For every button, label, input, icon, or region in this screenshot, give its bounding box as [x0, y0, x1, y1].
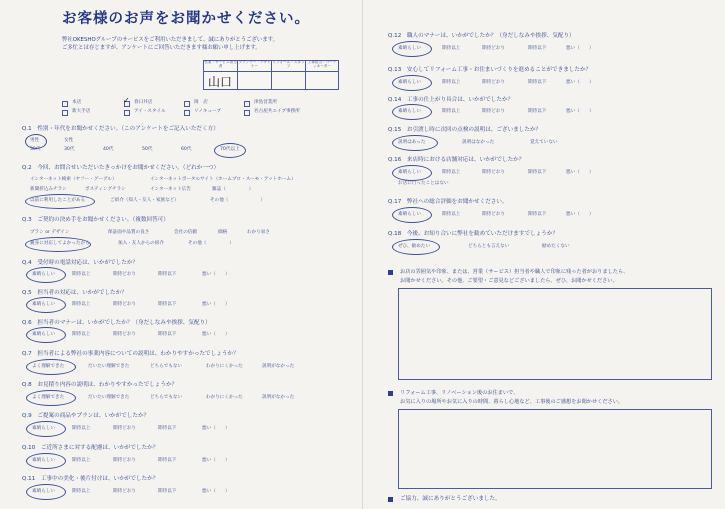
- q14-answer-circle: [392, 104, 432, 120]
- q2-option[interactable]: 以前に利用したことがある: [30, 198, 86, 203]
- q4-option[interactable]: 期待どおり: [113, 272, 136, 277]
- q2-option[interactable]: インターネット検索（ヤフー・グーグル）: [30, 177, 117, 182]
- q8-option[interactable]: よく理解できた: [32, 395, 65, 400]
- q5-option[interactable]: 期待以下: [158, 302, 177, 307]
- q2-option[interactable]: インターネット広告: [150, 187, 191, 192]
- q11-option[interactable]: 悪い（ ）: [202, 489, 230, 494]
- staff-handwritten-name: 山口: [208, 75, 233, 89]
- q14-option[interactable]: 期待以上: [442, 109, 461, 114]
- q16-option[interactable]: お店に行ったことはない: [398, 181, 449, 186]
- survey-title: お客様のお声をお聞かせください。: [62, 11, 310, 27]
- q12-option[interactable]: 期待以下: [528, 46, 547, 51]
- q1-label: Q.1 性別・年代をお聞かせください。（このアンケートをご記入いただく方）: [22, 126, 219, 132]
- branch-checkbox[interactable]: [124, 110, 130, 116]
- q3-option[interactable]: 会社の信頼: [174, 230, 197, 235]
- branch-checkbox[interactable]: [184, 110, 190, 116]
- q5-answer-circle: [26, 297, 66, 313]
- q16-option[interactable]: 期待以上: [442, 170, 461, 175]
- q3-option[interactable]: 親身に対応してよかったから: [30, 241, 90, 246]
- q15-option[interactable]: 説明はあった: [398, 140, 426, 145]
- q1-option[interactable]: 男性: [30, 138, 40, 143]
- q12-option[interactable]: 素晴らしい: [398, 46, 421, 51]
- q7-option[interactable]: わかりにくかった: [206, 364, 243, 369]
- q10-option[interactable]: 期待どおり: [113, 458, 136, 463]
- q3-option[interactable]: わかり易さ: [247, 230, 270, 235]
- staff-label-reform: リフォーム・スタッフ: [272, 61, 306, 71]
- q5-option[interactable]: 期待以上: [72, 302, 91, 307]
- q6-option[interactable]: 期待どおり: [113, 332, 136, 337]
- q3-option[interactable]: 保証面や品質の良さ: [108, 230, 150, 235]
- branch-label: 新大手店: [72, 109, 91, 114]
- q10-option[interactable]: 悪い（ ）: [202, 458, 230, 463]
- q15-option[interactable]: 覚えていない: [530, 140, 558, 145]
- q7-option[interactable]: よく理解できた: [32, 364, 65, 369]
- q15-label: Q.15 お引渡し時に次回の点検の説明は、ございましたか？: [388, 127, 542, 133]
- q11-option[interactable]: 期待以下: [158, 489, 177, 494]
- q9-option[interactable]: 期待どおり: [113, 426, 136, 431]
- comment1-prompt-2: お聞かせください。その他、ご要望・ご意見などございましたら、ぜひ、お聞かせください。: [400, 278, 618, 284]
- q17-answer-circle: [392, 207, 432, 223]
- q9-option[interactable]: 期待以下: [158, 426, 177, 431]
- comment2-prompt-1: リフォーム工事、リノベーション後のお住まいで、: [400, 390, 519, 396]
- q14-option[interactable]: 素晴らしい: [398, 109, 421, 114]
- q4-option[interactable]: 素晴らしい: [32, 272, 55, 277]
- intro-line-1: 弊社OKESHOグループのサービスをご利用いただきまして、誠にありがとうございます。: [62, 37, 278, 43]
- branch-checkbox[interactable]: [184, 101, 190, 107]
- staff-label-coordinator: 工事担当・コーディネーター: [307, 60, 337, 68]
- q16-label: Q.16 来店時における店舗対応は、いかがでしたか？: [388, 157, 525, 163]
- q3-answer-circle: [25, 237, 91, 252]
- q10-option[interactable]: 期待以上: [72, 458, 91, 463]
- q2-option[interactable]: ご紹介（知人・友人・家族など）: [110, 198, 179, 203]
- q18-label: Q.18 今後、お知り合いに弊社を勧めていただけますでしょうか？: [388, 231, 559, 237]
- q6-option[interactable]: 期待以下: [158, 332, 177, 337]
- q1-option[interactable]: 30代: [64, 147, 75, 152]
- q14-option[interactable]: 悪い（ ）: [566, 109, 594, 114]
- q1-option[interactable]: 50代: [142, 147, 153, 152]
- q2-option[interactable]: インターネットポータルサイト（ホームプロ・スーモ・アットホーム）: [150, 177, 296, 182]
- branch-label: 名古屋共エイブ事務所: [254, 109, 300, 114]
- branch-label: 春日井店: [134, 100, 153, 105]
- q10-answer-circle: [26, 453, 66, 469]
- q8-option[interactable]: 説明がなかった: [262, 395, 295, 400]
- q13-option[interactable]: 期待以上: [442, 80, 461, 85]
- staff-label-sales: 営業・サービス担当者: [204, 61, 238, 71]
- q15-option[interactable]: 説明はなかった: [462, 140, 495, 145]
- q4-option[interactable]: 期待以下: [158, 272, 177, 277]
- q12-label: Q.12 職人のマナーは、いかがでしたか？（身だしなみや挨拶、気配り）: [388, 33, 575, 39]
- q2-option[interactable]: その他（ ）: [210, 198, 266, 203]
- q4-answer-circle: [26, 267, 66, 283]
- q11-option[interactable]: 期待どおり: [113, 489, 136, 494]
- branch-label: リノキューブ: [194, 109, 221, 114]
- q11-option[interactable]: 素晴らしい: [32, 489, 55, 494]
- q1-option[interactable]: 30代: [30, 147, 41, 152]
- q17-option[interactable]: 期待どおり: [482, 212, 505, 217]
- branch-checkbox[interactable]: [62, 101, 68, 107]
- q13-answer-circle: [392, 75, 432, 91]
- q12-option[interactable]: 期待どおり: [482, 46, 505, 51]
- q6-answer-circle: [26, 327, 66, 343]
- q17-label: Q.17 弊社への総合評価をお聞かせください。: [388, 199, 508, 205]
- q3-option[interactable]: その他（ ）: [188, 241, 234, 246]
- q18-option[interactable]: どちらとも言えない: [468, 244, 510, 249]
- q6-label: Q.6 担当者のマナーは、いかがでしたか？（身だしなみや挨拶、気配り）: [22, 320, 211, 326]
- q11-answer-circle: [26, 484, 66, 500]
- fold-line: [362, 0, 363, 509]
- branch-check-mark: ✓: [123, 96, 130, 105]
- q11-label: Q.11 工事中の美化・後片付けは、いかがでしたか？: [22, 476, 159, 482]
- branch-label: 本店: [72, 100, 82, 105]
- comment1-textarea[interactable]: [398, 288, 712, 380]
- q9-option[interactable]: 期待以上: [72, 426, 91, 431]
- comment2-textarea[interactable]: [398, 409, 712, 489]
- q16-answer-circle: [392, 165, 432, 181]
- q17-option[interactable]: 期待以上: [442, 212, 461, 217]
- q18-option[interactable]: 勧めたくない: [542, 244, 570, 249]
- branch-label: アイ・スタイル: [134, 109, 166, 114]
- q8-option[interactable]: だいたい理解できた: [88, 395, 130, 400]
- q16-option[interactable]: 期待以下: [528, 170, 547, 175]
- branch-checkbox[interactable]: [62, 110, 68, 116]
- comment1-bullet-icon: [388, 270, 393, 275]
- q10-option[interactable]: 期待以下: [158, 458, 177, 463]
- q6-option[interactable]: 悪い（ ）: [202, 332, 230, 337]
- q9-label: Q.9 ご提案の商品やプランは、いかがでしたか？: [22, 413, 150, 419]
- q16-option[interactable]: 期待どおり: [482, 170, 505, 175]
- q10-option[interactable]: 素晴らしい: [32, 458, 55, 463]
- q8-answer-circle: [26, 390, 76, 406]
- q13-option[interactable]: 悪い（ ）: [566, 80, 594, 85]
- q16-option[interactable]: 素晴らしい: [398, 170, 421, 175]
- branch-checkbox[interactable]: [244, 101, 250, 107]
- q14-label: Q.14 工事の仕上がり具合は、いかがでしたか？: [388, 97, 514, 103]
- branch-label: 津島営業所: [254, 100, 277, 105]
- thanks-text: ご協力、誠にありがとうございました。: [400, 496, 501, 502]
- q16-option[interactable]: 悪い（ ）: [566, 170, 594, 175]
- branch-checkbox[interactable]: [244, 110, 250, 116]
- q18-option[interactable]: ぜひ、勧めたい: [398, 244, 430, 249]
- staff-label-planner: プランナー・デザイナー: [238, 61, 272, 71]
- q13-option[interactable]: 素晴らしい: [398, 80, 421, 85]
- q13-option[interactable]: 期待以下: [528, 80, 547, 85]
- q11-option[interactable]: 期待以上: [72, 489, 91, 494]
- q3-option[interactable]: プラン or デザイン: [30, 230, 70, 235]
- q18-answer-circle: [392, 239, 440, 255]
- q2-option[interactable]: ポスティングチラシ: [85, 187, 126, 192]
- q12-option[interactable]: 期待以上: [442, 46, 461, 51]
- q1-option[interactable]: 60代: [181, 147, 192, 152]
- q14-option[interactable]: 期待どおり: [482, 109, 505, 114]
- q3-option[interactable]: 加入・友人からの紹介: [118, 241, 164, 246]
- q8-option[interactable]: どちらでもない: [150, 395, 183, 400]
- staff-table: [203, 60, 339, 90]
- comment1-prompt-1: お店の雰囲気や印象、または、営業（サービス）担当者や職人で印象に残った者がおりましたら、: [400, 269, 629, 275]
- q7-option[interactable]: 説明がなかった: [262, 364, 295, 369]
- q5-option[interactable]: 期待どおり: [113, 302, 136, 307]
- q8-option[interactable]: わかりにくかった: [206, 395, 243, 400]
- q1-option[interactable]: 70代以上: [220, 147, 240, 152]
- q6-option[interactable]: 素晴らしい: [32, 332, 55, 337]
- q9-option[interactable]: 素晴らしい: [32, 426, 55, 431]
- q2-option[interactable]: 雑誌（ ）: [212, 187, 254, 192]
- q4-option[interactable]: 期待以上: [72, 272, 91, 277]
- comment2-bullet-icon: [388, 391, 393, 396]
- q14-option[interactable]: 期待以下: [528, 109, 547, 114]
- thanks-bullet-icon: [388, 497, 393, 502]
- q7-option[interactable]: だいたい理解できた: [88, 364, 130, 369]
- q12-option[interactable]: 悪い（ ）: [566, 46, 594, 51]
- q1-answer-circle: [214, 143, 246, 158]
- intro-line-2: ご多忙とは存じますが、アンケートにご回答いただきます様お願い申し上げます。: [62, 45, 261, 51]
- q13-option[interactable]: 期待どおり: [482, 80, 505, 85]
- q4-option[interactable]: 悪い（ ）: [202, 272, 230, 277]
- q10-label: Q.10 ご近所さまに対する配慮は、いかがでしたか？: [22, 445, 159, 451]
- q5-option[interactable]: 素晴らしい: [32, 302, 55, 307]
- q17-option[interactable]: 期待以下: [528, 212, 547, 217]
- q7-answer-circle: [26, 359, 76, 375]
- q17-option[interactable]: 悪い（ ）: [566, 212, 594, 217]
- q12-answer-circle: [392, 41, 432, 57]
- q3-label: Q.3 ご契約の決め手をお聞かせください。（複数回答可）: [22, 217, 169, 223]
- q4-label: Q.4 受付時の電話対応は、いかがでしたか？: [22, 260, 139, 266]
- q13-label: Q.13 安心してリフォーム工事・お住まいづくりを進めることができましたか？: [388, 67, 592, 73]
- q9-option[interactable]: 悪い（ ）: [202, 426, 230, 431]
- q1-option[interactable]: 40代: [103, 147, 114, 152]
- q7-option[interactable]: どちらでもない: [150, 364, 183, 369]
- comment2-prompt-2: お気に入りの場所やお気に入りの時間、暮らし心地など、工事後のご感想をお聞かせください。: [400, 399, 624, 405]
- q9-answer-circle: [26, 421, 66, 437]
- q6-option[interactable]: 期待以上: [72, 332, 91, 337]
- q1-option[interactable]: 女性: [64, 138, 74, 143]
- q8-label: Q.8 お見積り内容の説明は、わかりやすかったでしょうか？: [22, 382, 178, 388]
- q5-label: Q.5 担当者の対応は、いかがでしたか？: [22, 290, 127, 296]
- q2-option[interactable]: 新聞折込みチラシ: [30, 187, 67, 192]
- q2-answer-circle: [25, 194, 95, 209]
- q7-label: Q.7 担当者による弊社の事業内容についての説明は、わかりやすかったでしょうか？: [22, 351, 239, 357]
- q5-option[interactable]: 悪い（ ）: [202, 302, 230, 307]
- branch-label: 岡 店: [194, 100, 208, 105]
- q2-label: Q.2 今回、お問合せいただいたきっかけをお聞かせください。（どれか一つ）: [22, 165, 220, 171]
- q17-option[interactable]: 素晴らしい: [398, 212, 421, 217]
- q3-option[interactable]: 価格: [218, 230, 228, 235]
- q15-answer-circle: [392, 135, 438, 151]
